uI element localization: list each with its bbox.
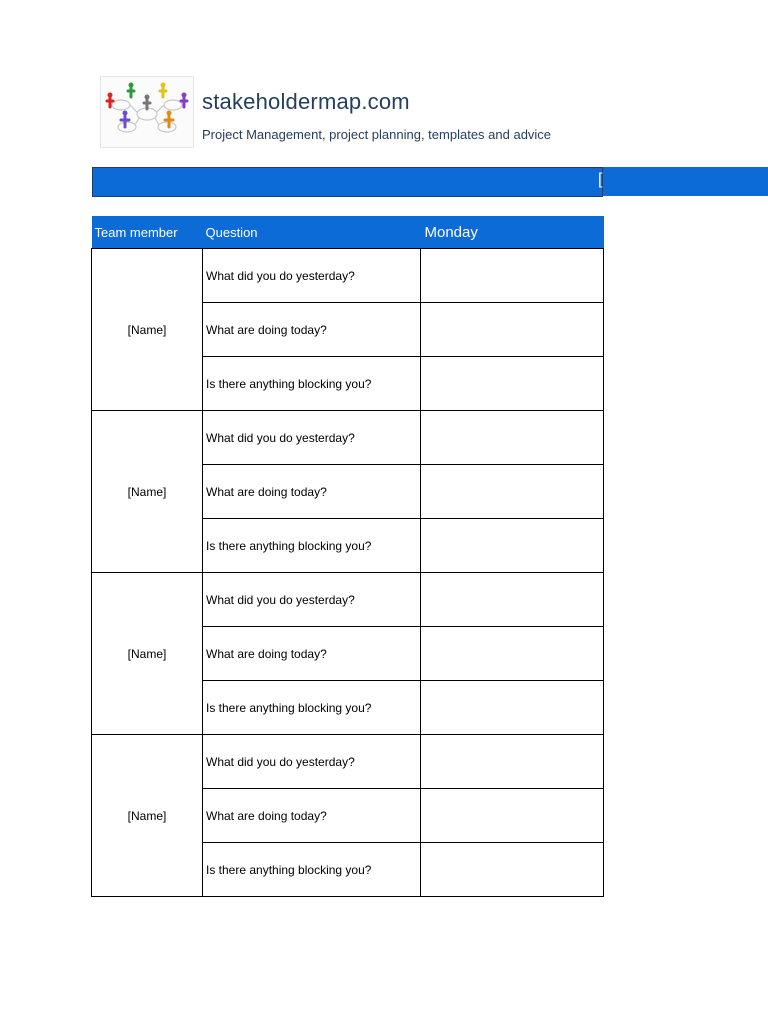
team-member-name[interactable]: [Name]	[92, 573, 203, 735]
title-bar	[92, 167, 603, 197]
table-row	[92, 249, 604, 303]
site-tagline: Project Management, project planning, templates and advice	[202, 127, 552, 142]
stakeholdermap-logo	[100, 76, 194, 148]
table-row	[92, 573, 604, 627]
answer-cell[interactable]	[421, 519, 604, 573]
question-cell: What are doing today?	[203, 627, 421, 681]
team-member-name[interactable]: [Name]	[92, 735, 203, 897]
question-cell: Is there anything blocking you?	[203, 843, 421, 897]
answer-cell[interactable]	[421, 573, 604, 627]
answer-cell[interactable]	[421, 789, 604, 843]
title-bar-extension	[603, 167, 768, 196]
answer-cell[interactable]	[421, 411, 604, 465]
column-header-team-member: Team member	[92, 216, 203, 249]
answer-cell[interactable]	[421, 465, 604, 519]
team-member-name[interactable]: [Name]	[92, 249, 203, 411]
question-cell: Is there anything blocking you?	[203, 357, 421, 411]
answer-cell[interactable]	[421, 627, 604, 681]
answer-cell[interactable]	[421, 303, 604, 357]
table-row	[92, 411, 604, 465]
team-member-name[interactable]: [Name]	[92, 411, 203, 573]
answer-cell[interactable]	[421, 357, 604, 411]
question-cell: What did you do yesterday?	[203, 249, 421, 303]
question-cell: What did you do yesterday?	[203, 735, 421, 789]
stakeholder-people-network-icon	[101, 77, 193, 147]
table-header-row	[92, 216, 604, 249]
answer-cell[interactable]	[421, 249, 604, 303]
site-title: stakeholdermap.com	[202, 89, 410, 114]
answer-cell[interactable]	[421, 681, 604, 735]
column-header-monday: Monday	[421, 216, 604, 249]
question-cell: What are doing today?	[203, 303, 421, 357]
answer-cell[interactable]	[421, 735, 604, 789]
answer-cell[interactable]	[421, 843, 604, 897]
title-bar-text: [	[598, 171, 603, 188]
question-cell: Is there anything blocking you?	[203, 681, 421, 735]
question-cell: What are doing today?	[203, 465, 421, 519]
question-cell: What did you do yesterday?	[203, 411, 421, 465]
question-cell: What did you do yesterday?	[203, 573, 421, 627]
question-cell: Is there anything blocking you?	[203, 519, 421, 573]
table-row	[92, 735, 604, 789]
standup-table	[91, 216, 604, 897]
column-header-question: Question	[203, 216, 421, 249]
question-cell: What are doing today?	[203, 789, 421, 843]
